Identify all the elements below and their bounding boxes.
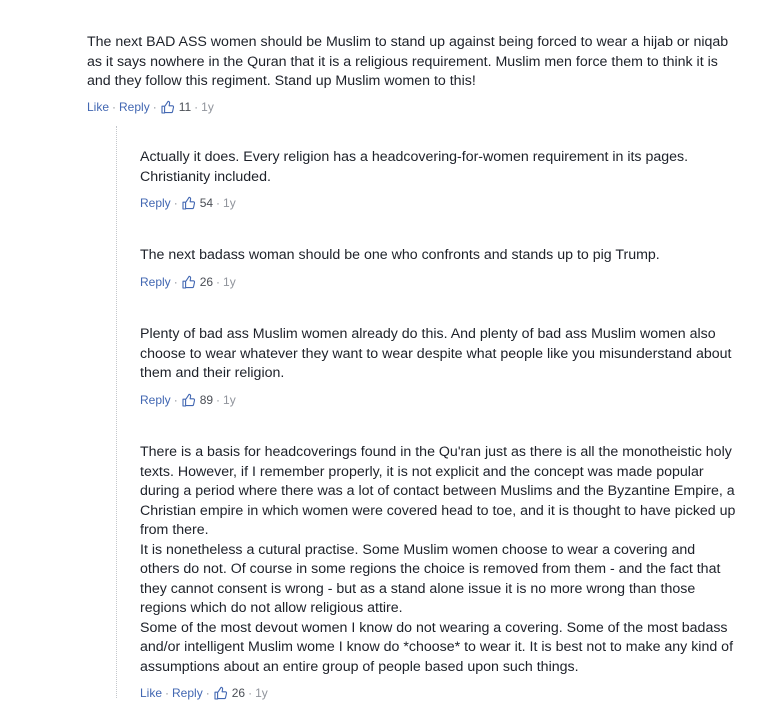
separator-dot: · bbox=[173, 392, 178, 407]
reply-actions bbox=[140, 684, 737, 702]
reply-timestamp[interactable]: 1y bbox=[223, 392, 236, 407]
thumbs-up-icon[interactable] bbox=[182, 275, 196, 289]
separator-dot: · bbox=[173, 196, 178, 210]
reply-timestamp[interactable]: 1y bbox=[223, 274, 236, 289]
reply-timestamp[interactable]: 1y bbox=[255, 686, 268, 700]
reply-actions bbox=[140, 391, 737, 409]
reply-text: Plenty of bad ass Muslim women already do this. And plenty of bad ass Muslim women also choose to wear whatever they want to wear despite what people like you misunderstand about them and their religion. bbox=[140, 326, 732, 381]
reply-text: Actually it does. Every religion has a headcovering-for-women requirement in its pages. Christianity included. bbox=[140, 149, 689, 185]
like-count: 89 bbox=[199, 392, 214, 407]
thumbs-up-icon[interactable] bbox=[161, 100, 175, 114]
reply-text: The next badass woman should be one who confronts and stands up to pig Trump. bbox=[140, 247, 660, 263]
reply-actions bbox=[140, 194, 737, 212]
reply-link[interactable]: Reply bbox=[172, 686, 203, 700]
separator-dot: · bbox=[194, 99, 199, 114]
separator-dot: · bbox=[112, 99, 117, 114]
like-count: 54 bbox=[199, 196, 214, 210]
comment-text: The next BAD ASS women should be Muslim to stand up against being forced to wear a hijab or niqab as it says nowhere in the Quran that it is a religious requirement. Muslim men force them to think it is and they follow this regiment. Stand up Muslim women to this! bbox=[87, 34, 729, 89]
reply-item bbox=[140, 325, 737, 409]
like-count: 26 bbox=[199, 274, 214, 289]
separator-dot: · bbox=[205, 686, 210, 700]
reply-link[interactable]: Reply bbox=[140, 196, 171, 210]
separator-dot: · bbox=[216, 196, 221, 210]
separator-dot: · bbox=[216, 274, 221, 289]
reply-actions bbox=[140, 273, 737, 291]
like-link[interactable]: Like bbox=[87, 99, 110, 114]
comment-item bbox=[87, 33, 737, 116]
like-link[interactable]: Like bbox=[140, 686, 163, 700]
separator-dot: · bbox=[173, 274, 178, 289]
separator-dot: · bbox=[248, 686, 253, 700]
thumbs-up-icon[interactable] bbox=[182, 196, 196, 210]
reply-link[interactable]: Reply bbox=[140, 392, 171, 407]
reply-link[interactable]: Reply bbox=[140, 274, 171, 289]
reply-item bbox=[140, 443, 737, 702]
thumbs-up-icon[interactable] bbox=[182, 393, 196, 407]
reply-text: There is a basis for headcoverings found in the Qu'ran just as there is all the monotheistic holy texts. However, if I remember properly, it is not explicit and the concept was made popular during a period where there was a lot of contact between Muslims and the Byzantine Empire, a Christian empire in which women were covered head to toe, and it is thought to have picked up from there. It is nonetheless a cutural practise. Some Muslim women choose to wear a covering and others do not. Of course in some regions the choice is removed from them - and the fact that they cannot consent is wrong - but as a stand alone issue it is no more wrong than those regions which do not allow religious attire. Some of the most devout women I know do not wearing a covering. Some of the most badass and/or intelligent Muslim wome I know do *choose* to wear it. It is best not to make any kind of assumptions about an entire group of people based upon such things. bbox=[140, 444, 736, 675]
reply-timestamp[interactable]: 1y bbox=[223, 196, 236, 210]
comment-actions bbox=[87, 98, 737, 116]
comment-timestamp[interactable]: 1y bbox=[201, 99, 214, 114]
separator-dot: · bbox=[216, 392, 221, 407]
like-count: 11 bbox=[178, 99, 192, 114]
replies-list bbox=[116, 126, 737, 698]
reply-item bbox=[140, 148, 737, 212]
reply-link[interactable]: Reply bbox=[119, 99, 150, 114]
like-count: 26 bbox=[231, 686, 246, 700]
reply-item bbox=[140, 246, 737, 291]
separator-dot: · bbox=[165, 686, 170, 700]
separator-dot: · bbox=[152, 99, 157, 114]
